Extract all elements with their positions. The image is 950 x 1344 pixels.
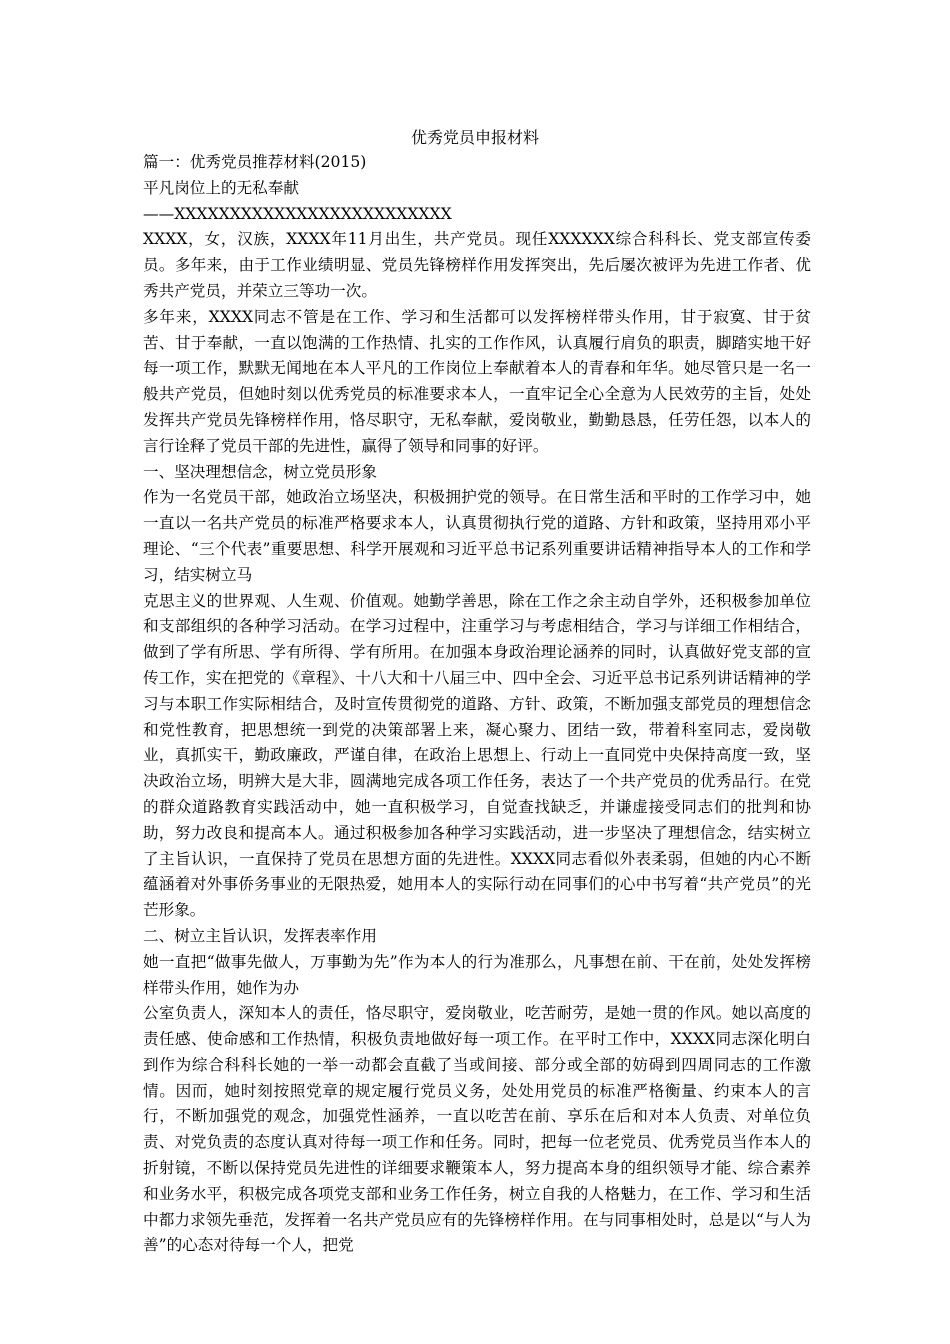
- body-paragraph: XXXX，女，汉族，XXXX年11月出生，共产党员。现任XXXXXX综合科科长、党支部宣传委员。多年来，由于工作业绩明显、党员先锋榜样作用发挥突出，先后屡次被评为先进工作者、优秀共产党员，并荣立三等功一次。: [143, 230, 811, 300]
- body-paragraph: 克思主义的世界观、人生观、价值观。她勤学善思，除在工作之余主动自学外，还积极参加单位和支部组织的各种学习活动。在学习过程中，注重学习与考虑相结合，学习与详细工作相结合，做到了学有所思、学有所得、学有所用。在加强本身政治理论涵养的同时，认真做好党支部的宣传工作，实在把党的《章程》、十八大和十八届三中、四中全会、习近平总书记系列讲话精神的学习与本职工作实际相结合，及时宣传贯彻党的道路、方针、政策，不断加强支部党员的理想信念和党性教育，把思想统一到党的决策部署上来，凝心聚力、团结一致，带着科室同志，爱岗敬业，真抓实干，勤政廉政，严谨自律，在政治上思想上、行动上一直同党中央保持高度一致，坚决政治立场，明辨大是大非，圆满地完成各项工作任务，表达了一个共产党员的优秀品行。在党的群众道路教育实践活动中，她一直积极学习，自觉查找缺乏，并谦虚接受同志们的批判和协助，努力改良和提高本人。通过积极参加各种学习实践活动，进一步坚决了理想信念，结实树立了主旨认识，一直保持了党员在思想方面的先进性。XXXX同志看似外表柔弱，但她的内心不断蕴涵着对外事侨务事业的无限热爱，她用本人的实际行动在同事们的心中书写着“共产党员”的光芒形象。: [143, 591, 811, 920]
- document-title: 优秀党员申报材料: [410, 128, 539, 147]
- article-byline: ——XXXXXXXXXXXXXXXXXXXXXXXXX: [143, 204, 452, 223]
- body-paragraph: 她一直把“做事先做人，万事勤为先”作为本人的行为准那么，凡事想在前、干在前，处处发挥榜样带头作用，她作为办: [143, 952, 811, 997]
- body-paragraph: 公室负责人，深知本人的责任，恪尽职守，爱岗敬业，吃苦耐劳，是她一贯的作风。她以高度的责任感、使命感和工作热情，积极负责地做好每一项工作。在平时工作中，XXXX同志深化明白到作为综合科科长她的一举一动都会直截了当或间接、部分或全部的妨碍到四周同志的工作激情。因而，她时刻按照党章的规定履行党员义务，处处用党员的标准严格衡量、约束本人的言行，不断加强党的观念，加强党性涵养，一直以吃苦在前、享乐在后和对本人负责、对单位负责、对党负责的态度认真对待每一项工作和任务。同时，把每一位老党员、优秀党员当作本人的折射镜，不断以保持党员先进性的详细要求鞭策本人，努力提高本身的组织领导才能、综合素养和业务水平，积极完成各项党支部和业务工作任务，树立自我的人格魅力，在工作、学习和生活中都力求领先垂范，发挥着一名共产党员应有的先锋榜样作用。在与同事相处时，总是以“与人为善”的心态对待每一个人，把党: [143, 1004, 811, 1255]
- section-heading: 篇一：优秀党员推荐材料(2015): [143, 153, 367, 171]
- body-paragraph: 作为一名党员干部，她政治立场坚决，积极拥护党的领导。在日常生活和平时的工作学习中，她一直以一名共产党员的标准严格要求本人，认真贯彻执行党的道路、方针和政策，坚持用邓小平理论、“三个代表”重要思想、科学开展观和习近平总书记系列重要讲话精神指导本人的工作和学习，结实树立马: [143, 488, 811, 584]
- article-title: 平凡岗位上的无私奉献: [143, 178, 299, 197]
- section-heading: 一、坚决理想信念，树立党员形象: [143, 462, 377, 481]
- body-paragraph: 多年来，XXXX同志不管是在工作、学习和生活都可以发挥榜样带头作用，甘于寂寞、甘于贫苦、甘于奉献，一直以饱满的工作热情、扎实的工作作风，认真履行肩负的职责，脚踏实地干好每一项工作，默默无闻地在本人平凡的工作岗位上奉献着本人的青春和年华。她尽管只是一名一般共产党员，但她时刻以优秀党员的标准要求本人，一直牢记全心全意为人民效劳的主旨，处处发挥共产党员先锋榜样作用，恪尽职守，无私奉献，爱岗敬业，勤勤恳恳，任劳任怨，以本人的言行诠释了党员干部的先进性，赢得了领导和同事的好评。: [143, 307, 811, 455]
- section-heading: 二、树立主旨认识，发挥表率作用: [143, 926, 377, 945]
- document-body: [143, 150, 811, 1259]
